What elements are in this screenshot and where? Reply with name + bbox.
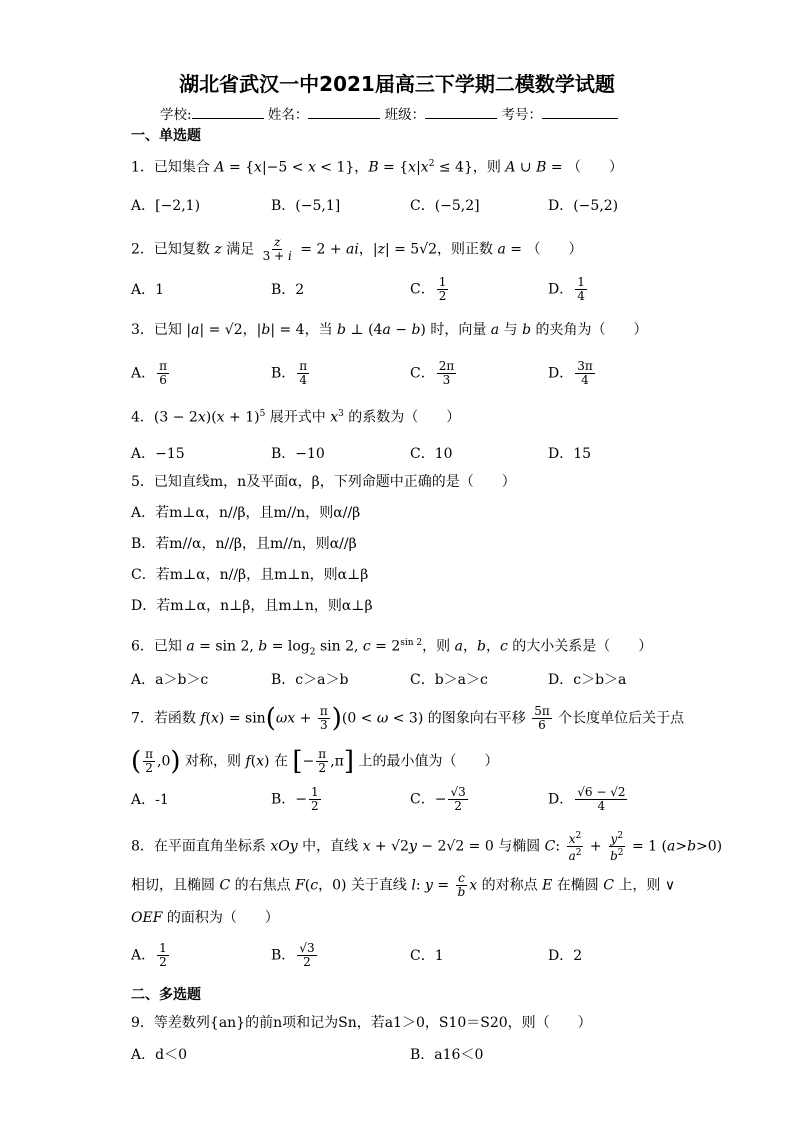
q5-option-a[interactable]: A．若m⊥α，n//β，且m//n，则α//β: [131, 505, 361, 521]
q6-option-d[interactable]: D．c＞b＞a: [548, 672, 627, 688]
q2-option-a[interactable]: A．1: [131, 282, 165, 298]
class-blank[interactable]: [425, 106, 497, 119]
question-8: 8．在平面直角坐标系 xOy 中，直线 x + √2y − 2√2 = 0 与椭圆 C: $\frac{x^2}{a^2}$ + $\frac{y^2}{b^2}$ = 1 (a>b>0): [131, 831, 723, 863]
question-2: 2．已知复数 z 满足 $\frac{z}{3 + i}$ = 2 + ai，|z| = 5√2，则正数 a = （ ）: [131, 235, 583, 263]
section-single-choice: 一、单选题: [131, 128, 201, 144]
question-2-stem: 2．已知复数: [131, 241, 210, 258]
exam-no-label: 考号：: [501, 107, 542, 123]
q2-option-b[interactable]: B．2: [271, 282, 305, 298]
question-7-cont: ( $\frac{\pi}{2}$ ,0) 对称，则 f(x) 在 [− $\frac{\pi}{2}$ ,π] 上的最小值为（ ）: [131, 746, 499, 777]
question-4: 4．$(3 - 2x)(x + 1)^5$ 展开式中 $x^3$ 的系数为（ ）: [131, 409, 461, 426]
q5-option-c[interactable]: C．若m⊥α，n//β，且m⊥n，则α⊥β: [131, 567, 369, 583]
question-9: 9．等差数列{an}的前n项和记为Sn，若a1＞0，S10＝S20，则（ ）: [131, 1015, 592, 1031]
school-blank[interactable]: [192, 106, 264, 119]
q4-option-a[interactable]: A．−15: [131, 446, 185, 462]
student-info-row: [160, 103, 618, 123]
section-multi-choice: 二、多选题: [131, 987, 201, 1003]
q5-option-b[interactable]: B．若m//α，n//β，且m//n，则α//β: [131, 536, 357, 552]
q2-option-d[interactable]: D． $\frac{1}{4}$: [548, 275, 585, 303]
question-3-stem: 3．已知: [131, 322, 182, 338]
q9-option-b[interactable]: B．a16＜0: [410, 1047, 484, 1063]
question-1: 1．已知集合 A = {x|−5 < x < 1}，$B = \{x|x^2 \le 4\}$，则 A ∪ B = （ ）: [131, 159, 624, 176]
q7-option-a[interactable]: A．-1: [131, 792, 169, 808]
q7-option-d[interactable]: D． $\frac{√6 - √2}{4}$: [548, 785, 626, 813]
q5-option-d[interactable]: D．若m⊥α，n⊥β，且m⊥n，则α⊥β: [131, 598, 373, 614]
q4-option-d[interactable]: D．15: [548, 446, 592, 462]
question-1-stem: 1．已知集合: [131, 159, 210, 176]
name-label: 姓名：: [267, 107, 309, 123]
q6-option-c[interactable]: C．b＞a＞c: [410, 672, 488, 688]
q1-option-a[interactable]: A．[−2,1): [131, 198, 201, 214]
q6-option-a[interactable]: A．a＞b＞c: [131, 672, 209, 688]
q8-option-b[interactable]: B． $\frac{√3}{2}$: [271, 941, 315, 969]
q3-option-d[interactable]: D． $\frac{3\pi}{4}$: [548, 359, 593, 387]
q1-option-b[interactable]: B．(−5,1]: [271, 198, 341, 214]
q8-option-a[interactable]: A． $\frac{1}{2}$: [131, 941, 167, 969]
q3-option-b[interactable]: B． $\frac{\pi}{4}$: [271, 359, 308, 387]
class-label: 班级：: [384, 107, 426, 123]
q7-option-b[interactable]: B．− $\frac{1}{2}$: [271, 785, 319, 813]
q3-option-a[interactable]: A． $\frac{\pi}{6}$: [131, 359, 168, 387]
q1-option-d[interactable]: D．(−5,2): [548, 198, 619, 214]
question-5: 5．已知直线m，n及平面α，β，下列命题中正确的是（ ）: [131, 474, 516, 490]
question-3: 3．已知 |a| = √2，|b| = 4，当 b ⊥ (4a − b) 时，向量 a 与 b 的夹角为（ ）: [131, 322, 648, 338]
q3-option-c[interactable]: C． $\frac{2\pi}{3}$: [410, 359, 455, 387]
exam-title: 湖北省武汉一中2021届高三下学期二模数学试题: [179, 72, 615, 96]
name-blank[interactable]: [308, 106, 380, 119]
q2-option-c[interactable]: C． $\frac{1}{2}$: [410, 275, 447, 303]
question-8-cont2: OEF 的面积为（ ）: [131, 910, 279, 926]
exam-no-blank[interactable]: [542, 106, 618, 119]
q9-option-a[interactable]: A．d＜0: [131, 1047, 187, 1063]
q4-option-c[interactable]: C．10: [410, 446, 453, 462]
q4-option-b[interactable]: B．−10: [271, 446, 325, 462]
q6-option-b[interactable]: B．c＞a＞b: [271, 672, 349, 688]
school-label: 学校:: [160, 107, 192, 123]
question-7: 7．若函数 f(x) = sin(ωx + $\frac{\pi}{3}$ )(0 < ω < 3) 的图象向右平移 $\frac{5\pi}{6}$ 个长度单位后关于点: [131, 703, 685, 734]
q8-option-d[interactable]: D．2: [548, 948, 583, 964]
q1-option-c[interactable]: C．(−5,2]: [410, 198, 480, 214]
question-6: 6．已知 a = sin 2, $b = \log_2 \sin 2$, $c = 2^{sin 2}$，则 a，b，c 的大小关系是（ ）: [131, 638, 653, 658]
question-8-cont: 相切，且椭圆 C 的右焦点 F(c，0) 关于直线 l: y = $\frac{c}{b}$ x 的对称点 E 在椭圆 C 上，则 ∨: [131, 871, 676, 899]
q8-option-c[interactable]: C．1: [410, 948, 444, 964]
q7-option-c[interactable]: C．− $\frac{√3}{2}$: [410, 785, 466, 813]
